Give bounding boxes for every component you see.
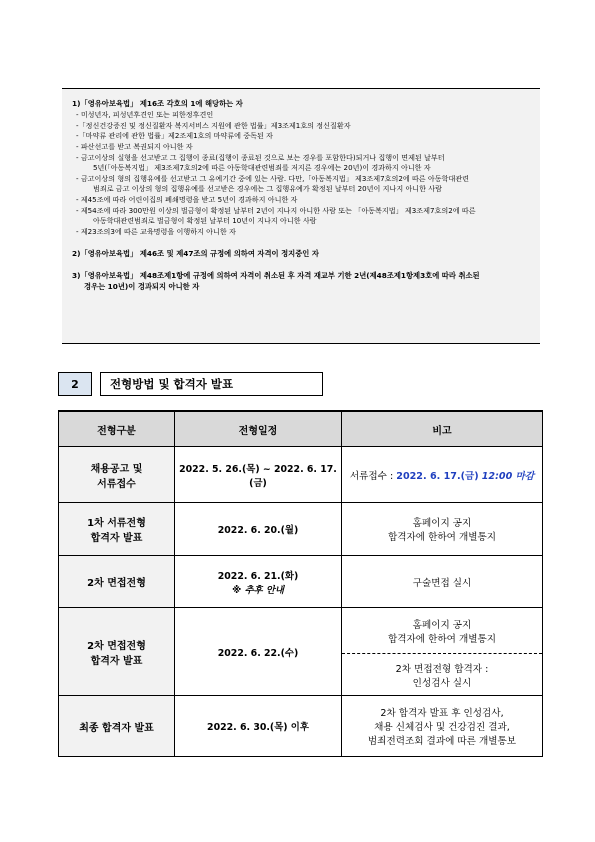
table-row [59,556,543,608]
row-note: 서류접수 : 2022. 6. 17.(금) 12:00 마감 [342,447,543,503]
row-note: 2차 합격자 발표 후 인성검사, 채용 신체검사 및 건강검진 결과, 범죄전력조회 결과에 따른 개별통보 [342,696,543,757]
requirement-item: - 금고이상의 형의 집행유예를 선고받고 그 유예기간 중에 있는 사람. 다만,「아동복지법」 제3조제7호의2에 따른 아동학대관련 [76,173,470,183]
schedule-table [58,410,543,757]
requirement-item: - 제23조의3에 따른 교육명령을 이행하지 아니한 자 [76,226,236,236]
table-row [59,696,543,757]
header-remarks: 비고 [342,411,543,447]
requirement-item: - 제45조에 따라 어린이집의 폐쇄명령을 받고 5년이 경과하지 아니한 자 [76,195,298,205]
requirement-item: -「마약류 관리에 관한 법률」제2조제1호의 마약류에 중독된 자 [76,131,273,141]
disqualification-heading-2: 2)「영유아보육법」 제46조 및 제47조의 규정에 의하여 자격이 정지중인 자 [72,248,319,258]
row-label: 최종 합격자 발표 [59,696,175,757]
requirement-item-continued: 5년(「아동복지법」 제3조제7호의2에 따른 아동학대관련범죄를 저지른 경우에는 20년)이 경과하지 아니한 자 [93,163,431,173]
table-row [59,503,543,556]
row-note: 홈페이지 공지 합격자에 한하여 개별통지 [342,608,543,654]
row-date: 2022. 5. 26.(목) ~ 2022. 6. 17.(금) [175,447,342,503]
row-date: 2022. 6. 30.(목) 이후 [175,696,342,757]
section-title: 전형방법 및 합격자 발표 [100,372,323,396]
row-label: 2차 면접전형 합격자 발표 [59,608,175,696]
requirement-item: -「정신건강증진 및 정신질환자 복지서비스 지원에 관한 법률」제3조제1호의 정신질환자 [76,120,351,130]
table-row [59,447,543,503]
header-schedule: 전형일정 [175,411,342,447]
disqualification-box [62,88,540,344]
requirement-item-continued: 범죄로 금고 이상의 형의 집행유예를 선고받은 경우에는 그 집행유예가 확정된 날부터 20년이 지나지 아니한 사람 [93,184,442,194]
row-note: 구술면접 실시 [342,556,543,608]
row-date: 2022. 6. 22.(수) [175,608,342,696]
requirement-item: - 파산선고를 받고 복권되지 아니한 자 [76,141,193,151]
requirement-item: - 미성년자, 피성년후견인 또는 피한정후견인 [76,109,214,119]
row-date: 2022. 6. 21.(화) ※ 추후 안내 [175,556,342,608]
disqualification-heading-3: 3)「영유아보육법」 제48조제1항에 규정에 의하여 자격이 취소된 후 자격 재교부 기한 2년(제48조제1항제3호에 따라 취소된 [72,270,480,280]
section-number: 2 [58,372,92,396]
row-label: 2차 면접전형 [59,556,175,608]
disqualification-heading-3-cont: 경우는 10년)이 경과되지 아니한 자 [84,281,200,291]
row-note: 홈페이지 공지 합격자에 한하여 개별통지 [342,503,543,556]
table-row [59,608,543,654]
row-label: 1차 서류전형 합격자 발표 [59,503,175,556]
requirement-item-continued: 아동학대관련범죄로 벌금형이 확정된 날부터 10년이 지나지 아니한 사람 [93,216,317,226]
table-header-row [59,411,543,447]
requirement-item: - 제54조에 따라 300만원 이상의 벌금형이 확정된 날부터 2년이 지나지 아니한 사람 또는 「아동복지법」 제3조제7호의2에 따른 [76,205,476,215]
row-label: 채용공고 및 서류접수 [59,447,175,503]
requirement-item: - 금고이상의 실형을 선고받고 그 집행이 종료(집행이 종료된 것으로 보는 경우를 포함한다)되거나 집행이 면제된 날부터 [76,152,445,162]
row-date: 2022. 6. 20.(월) [175,503,342,556]
disqualification-heading-1: 1)「영유아보육법」 제16조 각호의 1에 해당하는 자 [72,99,243,108]
row-note: 2차 면접전형 합격자 : 인성검사 실시 [342,654,543,696]
header-category: 전형구분 [59,411,175,447]
